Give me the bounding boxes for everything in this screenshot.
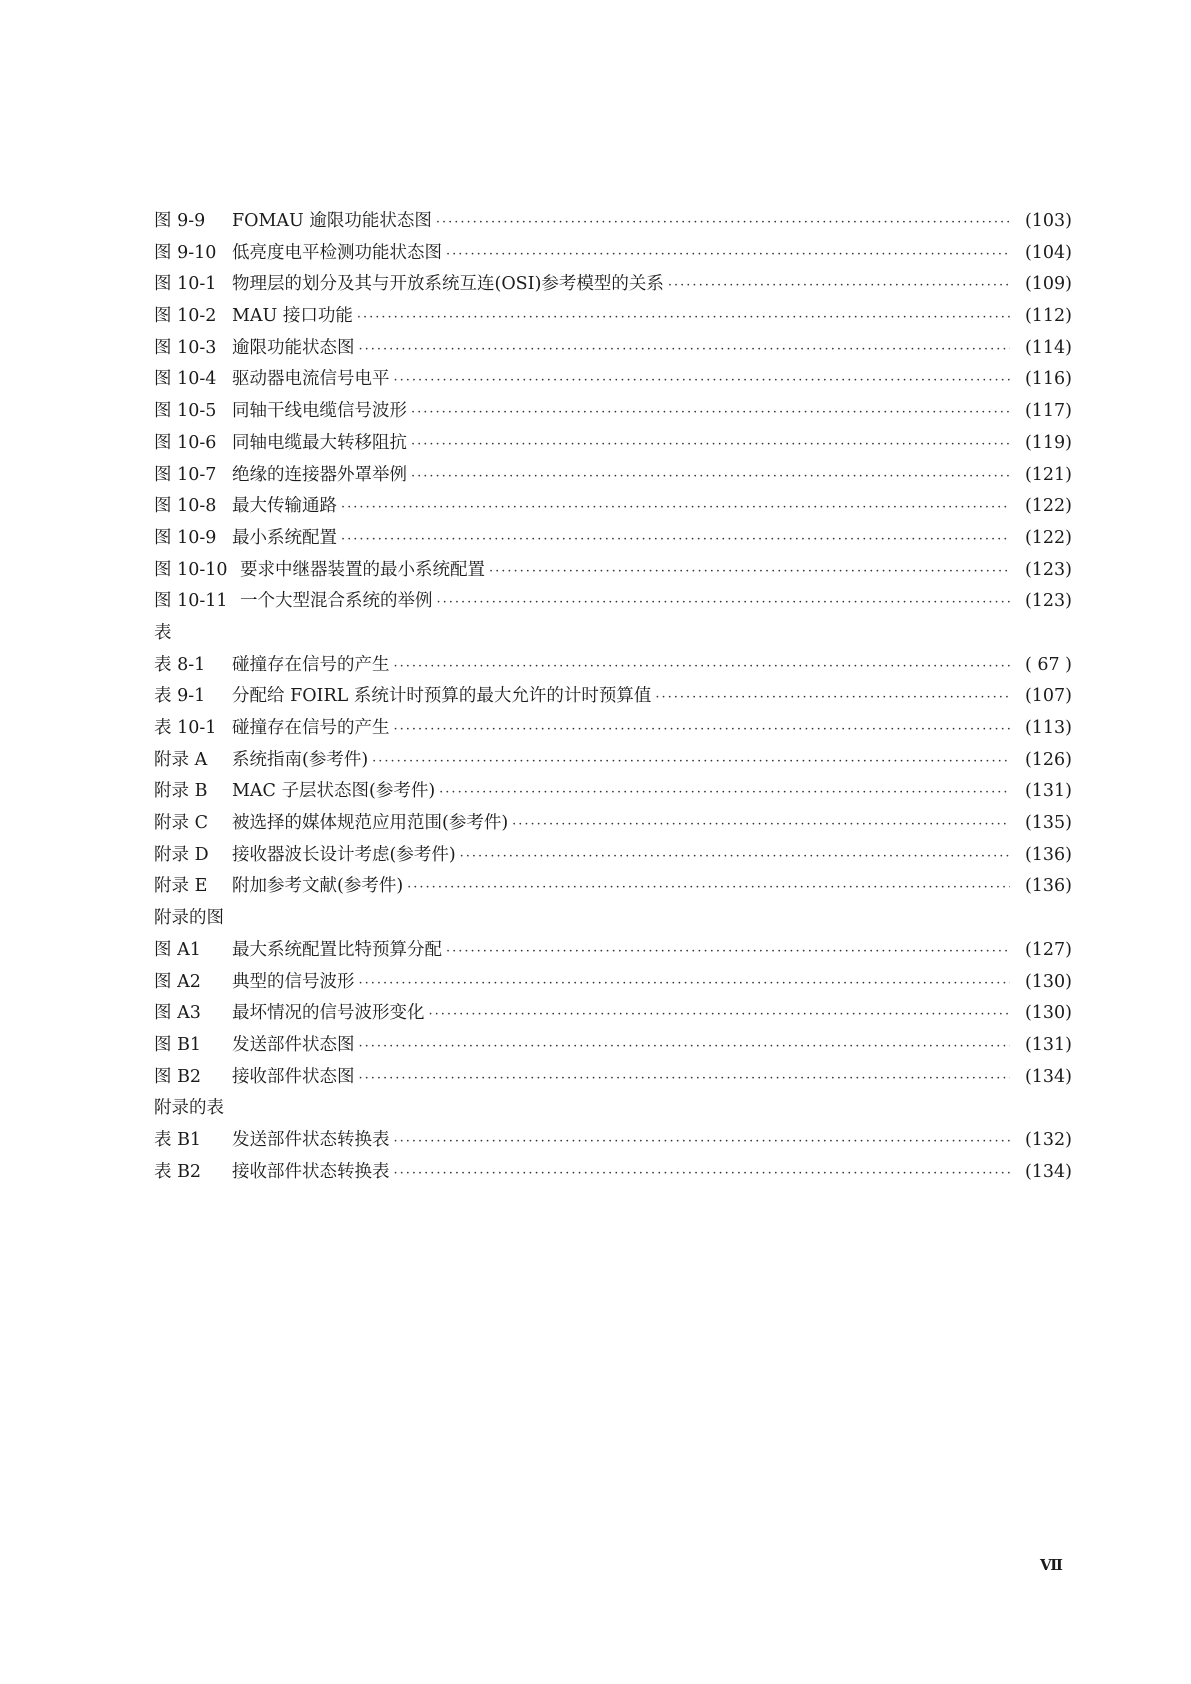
- toc-entry-label: 图 10-3: [154, 337, 217, 358]
- toc-entry-title: 系统指南(参考件): [232, 749, 369, 770]
- table-of-contents: [154, 207, 1072, 1189]
- toc-entry-label: 图 10-1: [154, 274, 217, 295]
- dot-leader: [394, 659, 1011, 674]
- toc-entry-page: (114): [1024, 337, 1072, 358]
- toc-entry-title: 低亮度电平检测功能状态图: [232, 242, 442, 263]
- toc-entry-page: (134): [1024, 1161, 1072, 1182]
- toc-entry-title: MAU 接口功能: [232, 306, 353, 327]
- toc-entry-label: 图 9-9: [154, 211, 206, 231]
- toc-entry-label: 附录 B: [154, 781, 208, 802]
- toc-entry-page: (117): [1024, 401, 1072, 422]
- toc-entry-label: 图 10-7: [154, 464, 217, 485]
- toc-entry-page: (123): [1024, 591, 1072, 612]
- toc-entry-page: (134): [1024, 1066, 1072, 1087]
- toc-entry-label: 图 10-10: [154, 559, 228, 580]
- toc-entry-page: (107): [1024, 686, 1072, 707]
- toc-entry-label: 图 9-10: [154, 242, 217, 263]
- toc-section-heading: 附录的图: [154, 908, 224, 929]
- toc-entry-page: (130): [1024, 971, 1072, 992]
- toc-entry[interactable]: [154, 556, 1072, 588]
- toc-entry-label: 图 10-8: [154, 496, 217, 517]
- toc-entry[interactable]: [154, 302, 1072, 334]
- toc-entry-title: MAC 子层状态图(参考件): [232, 781, 436, 802]
- dot-leader: [357, 310, 1010, 325]
- toc-entry[interactable]: [154, 429, 1072, 461]
- toc-entry-title: 附加参考文献(参考件): [232, 876, 404, 897]
- toc-entry-title: 物理层的划分及其与开放系统互连(OSI)参考模型的关系: [232, 274, 664, 295]
- toc-entry[interactable]: [154, 841, 1072, 873]
- dot-leader: [489, 564, 1010, 579]
- dot-leader: [668, 278, 1010, 293]
- toc-entry[interactable]: [154, 968, 1072, 1000]
- dot-leader: [437, 595, 1011, 610]
- dot-leader: [394, 722, 1011, 737]
- toc-entry[interactable]: [154, 239, 1072, 271]
- page-number: Ⅶ: [1040, 1556, 1063, 1574]
- toc-entry-page: (136): [1024, 844, 1072, 865]
- toc-entry-title: 驱动器电流信号电平: [232, 369, 390, 390]
- toc-entry-label: 表 B2: [154, 1161, 202, 1182]
- toc-entry[interactable]: [154, 651, 1072, 683]
- toc-entry-label: 附录 A: [154, 749, 208, 770]
- toc-entry-title: 最大传输通路: [232, 496, 337, 517]
- toc-entry[interactable]: [154, 207, 1072, 239]
- toc-entry-label: 图 A1: [154, 939, 201, 960]
- dot-leader: [411, 469, 1010, 484]
- toc-entry-title: 典型的信号波形: [232, 971, 355, 992]
- toc-entry[interactable]: [154, 1158, 1072, 1190]
- toc-entry-page: (116): [1024, 369, 1072, 390]
- dot-leader: [394, 373, 1011, 388]
- toc-entry-title: 接收部件状态图: [232, 1066, 355, 1087]
- toc-entry-label: 表 9-1: [154, 686, 206, 707]
- toc-entry-title: 发送部件状态转换表: [232, 1129, 390, 1150]
- toc-entry-page: (131): [1024, 1034, 1072, 1055]
- toc-entry-page: (127): [1024, 939, 1072, 960]
- toc-entry[interactable]: [154, 587, 1072, 619]
- toc-entry-label: 表 10-1: [154, 718, 217, 738]
- toc-entry-page: (112): [1024, 306, 1072, 327]
- toc-entry-page: (132): [1024, 1129, 1072, 1150]
- toc-entry-label: 附录 C: [154, 813, 208, 834]
- toc-entry-label: 附录 D: [154, 844, 209, 865]
- toc-entry-page: (104): [1024, 242, 1072, 263]
- toc-entry-title: 同轴电缆最大转移阻抗: [232, 432, 407, 453]
- dot-leader: [655, 690, 1010, 705]
- toc-entry-title: 碰撞存在信号的产生: [232, 718, 390, 738]
- toc-entry-page: (136): [1024, 876, 1072, 897]
- toc-entry[interactable]: [154, 524, 1072, 556]
- toc-entry-label: 图 10-9: [154, 527, 217, 548]
- toc-entry[interactable]: [154, 936, 1072, 968]
- toc-entry[interactable]: [154, 809, 1072, 841]
- toc-entry[interactable]: [154, 365, 1072, 397]
- toc-entry-page: (126): [1024, 749, 1072, 770]
- dot-leader: [394, 1166, 1011, 1181]
- toc-entry-label: 图 10-11: [154, 591, 228, 612]
- toc-entry[interactable]: [154, 1063, 1072, 1095]
- dot-leader: [372, 754, 1010, 769]
- toc-entry-label: 表 B1: [154, 1129, 202, 1150]
- toc-entry[interactable]: [154, 746, 1072, 778]
- toc-entry-title: 分配给 FOIRL 系统计时预算的最大允许的计时预算值: [232, 686, 652, 707]
- toc-entry[interactable]: [154, 872, 1072, 904]
- toc-entry-page: ( 67 ): [1024, 654, 1072, 675]
- toc-entry-title: 接收部件状态转换表: [232, 1161, 390, 1182]
- dot-leader: [460, 849, 1010, 864]
- dot-leader: [359, 1039, 1011, 1054]
- toc-entry-title: 要求中继器装置的最小系统配置: [240, 559, 485, 580]
- dot-leader: [411, 405, 1010, 420]
- toc-section-heading: 附录的表: [154, 1098, 224, 1119]
- dot-leader: [341, 500, 1010, 515]
- dot-leader: [359, 342, 1011, 357]
- toc-entry-title: 发送部件状态图: [232, 1034, 355, 1055]
- toc-entry[interactable]: [154, 999, 1072, 1031]
- toc-entry-label: 图 A2: [154, 971, 201, 992]
- toc-entry[interactable]: [154, 334, 1072, 366]
- toc-entry[interactable]: [154, 270, 1072, 302]
- toc-entry[interactable]: [154, 682, 1072, 714]
- dot-leader: [394, 1134, 1011, 1149]
- toc-entry-label: 图 10-4: [154, 369, 217, 390]
- toc-entry-label: 图 10-2: [154, 306, 217, 327]
- dot-leader: [436, 215, 1010, 230]
- toc-entry-page: (131): [1024, 781, 1072, 802]
- toc-entry-title: 接收器波长设计考虑(参考件): [232, 844, 456, 865]
- toc-entry-page: (121): [1024, 464, 1072, 485]
- dot-leader: [446, 944, 1010, 959]
- dot-leader: [359, 976, 1011, 991]
- toc-entry[interactable]: [154, 777, 1072, 809]
- toc-entry-page: (113): [1024, 718, 1072, 738]
- toc-entry-page: (130): [1024, 1003, 1072, 1024]
- toc-entry-title: 绝缘的连接器外罩举例: [232, 464, 407, 485]
- dot-leader: [446, 247, 1010, 262]
- toc-entry-label: 图 B2: [154, 1066, 202, 1087]
- toc-entry-label: 图 10-5: [154, 401, 217, 422]
- toc-entry-label: 图 B1: [154, 1034, 202, 1055]
- toc-entry[interactable]: [154, 397, 1072, 429]
- dot-leader: [407, 880, 1010, 895]
- toc-entry-label: 图 10-6: [154, 432, 217, 453]
- toc-entry-page: (109): [1024, 274, 1072, 295]
- toc-entry-title: 被选择的媒体规范应用范围(参考件): [232, 813, 509, 834]
- toc-section-heading: 表: [154, 622, 172, 643]
- dot-leader: [411, 437, 1010, 452]
- toc-entry-page: (122): [1024, 527, 1072, 548]
- dot-leader: [439, 785, 1010, 800]
- toc-entry[interactable]: [154, 1031, 1072, 1063]
- toc-entry-page: (103): [1024, 211, 1072, 231]
- toc-entry-label: 图 A3: [154, 1003, 201, 1024]
- toc-entry-title: 同轴干线电缆信号波形: [232, 401, 407, 422]
- dot-leader: [341, 532, 1010, 547]
- toc-entry-title: 碰撞存在信号的产生: [232, 654, 390, 675]
- toc-entry-title: 最坏情况的信号波形变化: [232, 1003, 425, 1024]
- dot-leader: [359, 1071, 1011, 1086]
- toc-entry[interactable]: [154, 461, 1072, 493]
- toc-entry-title: 最大系统配置比特预算分配: [232, 939, 442, 960]
- toc-entry-title: 最小系统配置: [232, 527, 337, 548]
- toc-entry[interactable]: [154, 714, 1072, 746]
- toc-entry-page: (123): [1024, 559, 1072, 580]
- toc-entry-page: (122): [1024, 496, 1072, 517]
- toc-entry[interactable]: [154, 492, 1072, 524]
- toc-entry-label: 表 8-1: [154, 654, 206, 675]
- toc-entry[interactable]: [154, 1126, 1072, 1158]
- toc-entry-label: 附录 E: [154, 876, 208, 897]
- dot-leader: [429, 1007, 1011, 1022]
- toc-entry-page: (135): [1024, 813, 1072, 834]
- dot-leader: [512, 817, 1010, 832]
- toc-entry-page: (119): [1024, 432, 1072, 453]
- toc-entry-title: 逾限功能状态图: [232, 337, 355, 358]
- toc-entry-title: 一个大型混合系统的举例: [240, 591, 433, 612]
- toc-entry-title: FOMAU 逾限功能状态图: [232, 211, 432, 231]
